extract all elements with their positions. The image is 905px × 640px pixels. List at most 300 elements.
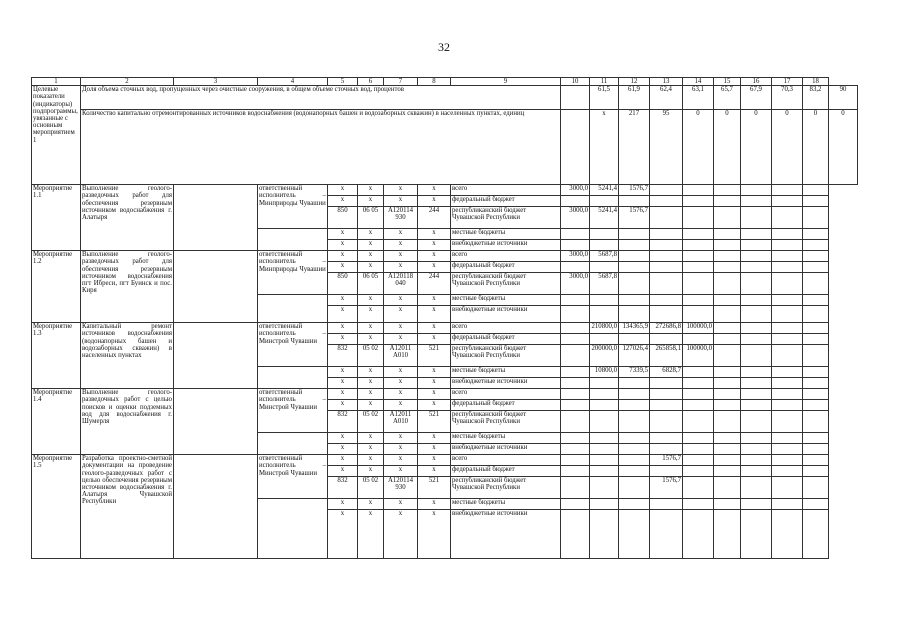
- funding-value: [561, 196, 590, 207]
- column-number: 1: [32, 78, 81, 86]
- budget-code-grbs: x: [328, 295, 358, 306]
- funding-value: [803, 334, 829, 345]
- budget-code-grbs: x: [328, 334, 358, 345]
- budget-code-expense: x: [418, 378, 451, 389]
- funding-source: местные бюджеты: [451, 295, 561, 306]
- budget-code-expense: x: [418, 323, 451, 334]
- budget-code-target: x: [384, 262, 418, 273]
- budget-code-section: x: [358, 367, 384, 378]
- funding-value: [650, 444, 683, 455]
- funding-value: [619, 433, 650, 444]
- column-number: 4: [258, 78, 328, 86]
- measure-row: [32, 251, 858, 262]
- funding-value: [619, 295, 650, 306]
- funding-value: [619, 444, 650, 455]
- column-number: 9: [451, 78, 561, 86]
- funding-value: [619, 466, 650, 477]
- funding-value: [741, 207, 772, 229]
- funding-value: [561, 262, 590, 273]
- empty-cell: [174, 455, 258, 559]
- funding-value: [803, 367, 829, 378]
- funding-value: 3000,0: [561, 251, 590, 262]
- funding-value: [803, 273, 829, 295]
- budget-code-target: x: [384, 433, 418, 444]
- funding-value: 272686,8: [650, 323, 683, 334]
- budget-code-grbs: 832: [328, 345, 358, 367]
- funding-value: [803, 477, 829, 499]
- budget-code-grbs: x: [328, 185, 358, 196]
- budget-code-grbs: 832: [328, 411, 358, 433]
- budget-code-target: x: [384, 323, 418, 334]
- funding-value: [714, 273, 741, 295]
- funding-value: [561, 229, 590, 240]
- funding-value: [772, 400, 803, 411]
- funding-value: [714, 400, 741, 411]
- target-value: 63,1: [683, 86, 714, 110]
- column-number: 11: [590, 78, 619, 86]
- budget-code-section: 05 02: [358, 477, 384, 499]
- budget-code-section: x: [358, 389, 384, 400]
- funding-value: [561, 455, 590, 466]
- funding-source: внебюджетные источники: [451, 444, 561, 455]
- funding-value: [714, 455, 741, 466]
- funding-value: [590, 229, 619, 240]
- funding-value: [741, 455, 772, 466]
- funding-value: 200000,0: [590, 345, 619, 367]
- budget-code-expense: 521: [418, 345, 451, 367]
- funding-value: [619, 229, 650, 240]
- funding-value: [683, 185, 714, 196]
- funding-source: всего: [451, 455, 561, 466]
- funding-value: [650, 273, 683, 295]
- funding-value: [590, 466, 619, 477]
- funding-value: [803, 196, 829, 207]
- budget-code-grbs: x: [328, 400, 358, 411]
- funding-value: [741, 251, 772, 262]
- budget-code-expense: x: [418, 251, 451, 262]
- budget-code-section: x: [358, 229, 384, 240]
- funding-source: федеральный бюджет: [451, 196, 561, 207]
- budget-code-grbs: x: [328, 510, 358, 559]
- column-number: 16: [741, 78, 772, 86]
- funding-value: [619, 389, 650, 400]
- funding-value: [741, 411, 772, 433]
- funding-value: [683, 334, 714, 345]
- funding-value: 5687,8: [590, 251, 619, 262]
- budget-code-expense: x: [418, 389, 451, 400]
- funding-value: [803, 510, 829, 559]
- target-value: 0: [829, 110, 858, 185]
- funding-value: 3000,0: [561, 207, 590, 229]
- funding-value: [561, 466, 590, 477]
- column-number: 10: [561, 78, 590, 86]
- funding-value: [650, 262, 683, 273]
- funding-value: [561, 411, 590, 433]
- funding-value: [683, 433, 714, 444]
- funding-source: внебюджетные источники: [451, 240, 561, 251]
- funding-value: [619, 510, 650, 559]
- empty-cell: [258, 229, 328, 251]
- empty-cell: [258, 295, 328, 323]
- funding-value: 7339,5: [619, 367, 650, 378]
- funding-value: [561, 499, 590, 510]
- budget-code-target: А120114 930: [384, 477, 418, 499]
- budget-code-section: x: [358, 455, 384, 466]
- funding-value: [561, 345, 590, 367]
- funding-value: [650, 306, 683, 323]
- funding-value: [590, 499, 619, 510]
- funding-value: [683, 273, 714, 295]
- budget-code-target: x: [384, 400, 418, 411]
- responsible-executor: ответственный исполнитель – Минприроды Чувашии: [258, 251, 328, 295]
- budget-code-section: x: [358, 295, 384, 306]
- funding-value: [772, 378, 803, 389]
- funding-value: [803, 185, 829, 196]
- funding-value: [561, 240, 590, 251]
- funding-value: [741, 262, 772, 273]
- funding-value: 127026,4: [619, 345, 650, 367]
- funding-value: [714, 411, 741, 433]
- funding-value: [772, 295, 803, 306]
- budget-code-expense: x: [418, 306, 451, 323]
- funding-source: внебюджетные источники: [451, 378, 561, 389]
- responsible-executor: ответственный исполнитель – Минстрой Чувашии: [258, 323, 328, 367]
- funding-value: [772, 411, 803, 433]
- funding-value: [741, 229, 772, 240]
- funding-value: [650, 510, 683, 559]
- budget-code-target: x: [384, 389, 418, 400]
- budget-code-target: А120118 040: [384, 273, 418, 295]
- funding-value: [590, 378, 619, 389]
- funding-value: [803, 444, 829, 455]
- funding-value: [741, 185, 772, 196]
- funding-value: [590, 400, 619, 411]
- funding-value: [803, 251, 829, 262]
- funding-value: [590, 389, 619, 400]
- budget-code-target: x: [384, 185, 418, 196]
- funding-value: [590, 444, 619, 455]
- funding-value: [741, 295, 772, 306]
- target-indicator-text: Доля объема сточных вод, пропущенных через очистные сооружения, в общем объеме сточных вод, процентов: [81, 86, 561, 110]
- funding-source: всего: [451, 251, 561, 262]
- funding-value: [741, 367, 772, 378]
- column-number: 6: [358, 78, 384, 86]
- funding-value: [590, 477, 619, 499]
- target-value: 0: [803, 110, 829, 185]
- measure-name: Мероприятие 1.4: [32, 389, 81, 455]
- budget-code-target: x: [384, 378, 418, 389]
- funding-value: [619, 499, 650, 510]
- funding-value: [714, 345, 741, 367]
- budget-code-section: x: [358, 334, 384, 345]
- funding-value: [803, 323, 829, 334]
- budget-code-grbs: x: [328, 433, 358, 444]
- funding-value: [650, 433, 683, 444]
- funding-value: [619, 400, 650, 411]
- funding-value: [561, 295, 590, 306]
- funding-value: 100000,0: [683, 323, 714, 334]
- funding-value: [714, 389, 741, 400]
- budget-code-section: x: [358, 378, 384, 389]
- target-value: 70,3: [772, 86, 803, 110]
- budget-code-section: 05 02: [358, 345, 384, 367]
- budget-code-section: x: [358, 466, 384, 477]
- funding-value: [772, 367, 803, 378]
- measure-name: Мероприятие 1.2: [32, 251, 81, 323]
- budget-code-section: 05 02: [358, 411, 384, 433]
- budget-code-target: x: [384, 229, 418, 240]
- funding-value: [683, 229, 714, 240]
- empty-cell: [258, 499, 328, 559]
- funding-value: [772, 207, 803, 229]
- budget-code-grbs: x: [328, 378, 358, 389]
- budget-code-grbs: x: [328, 367, 358, 378]
- funding-value: 1576,7: [619, 185, 650, 196]
- funding-value: [590, 295, 619, 306]
- funding-value: [590, 196, 619, 207]
- funding-value: [741, 323, 772, 334]
- funding-value: [803, 345, 829, 367]
- measure-row: [32, 323, 858, 334]
- funding-value: [714, 251, 741, 262]
- funding-value: [714, 334, 741, 345]
- budget-code-expense: x: [418, 240, 451, 251]
- funding-value: [772, 240, 803, 251]
- funding-value: [590, 411, 619, 433]
- funding-value: [683, 499, 714, 510]
- funding-value: [741, 240, 772, 251]
- funding-value: [772, 455, 803, 466]
- budget-code-section: x: [358, 323, 384, 334]
- measure-name: Мероприятие 1.5: [32, 455, 81, 559]
- budget-code-grbs: x: [328, 196, 358, 207]
- target-value: 90: [829, 86, 858, 110]
- budget-code-section: x: [358, 444, 384, 455]
- funding-source: республиканский бюджет Чувашской Республики: [451, 477, 561, 499]
- budget-code-target: x: [384, 510, 418, 559]
- budget-code-grbs: 850: [328, 207, 358, 229]
- empty-cell: [174, 185, 258, 251]
- funding-value: [619, 273, 650, 295]
- funding-value: [650, 466, 683, 477]
- funding-value: [683, 444, 714, 455]
- empty-cell: [174, 389, 258, 455]
- funding-value: [619, 196, 650, 207]
- target-value: 95: [650, 110, 683, 185]
- funding-value: [590, 510, 619, 559]
- funding-value: [650, 196, 683, 207]
- funding-value: 6828,7: [650, 367, 683, 378]
- funding-value: [650, 400, 683, 411]
- funding-value: [772, 433, 803, 444]
- funding-value: [772, 185, 803, 196]
- funding-value: [803, 400, 829, 411]
- funding-value: [741, 306, 772, 323]
- funding-value: [714, 262, 741, 273]
- funding-value: [741, 400, 772, 411]
- column-number: 14: [683, 78, 714, 86]
- funding-value: [683, 411, 714, 433]
- budget-code-grbs: x: [328, 229, 358, 240]
- funding-value: [803, 433, 829, 444]
- funding-value: [714, 306, 741, 323]
- funding-value: 10800,0: [590, 367, 619, 378]
- funding-value: [772, 510, 803, 559]
- budget-code-target: x: [384, 444, 418, 455]
- budget-code-expense: x: [418, 400, 451, 411]
- target-value: 0: [714, 110, 741, 185]
- funding-value: [561, 444, 590, 455]
- budget-code-section: x: [358, 306, 384, 323]
- funding-value: [714, 433, 741, 444]
- funding-value: [683, 262, 714, 273]
- funding-value: [772, 477, 803, 499]
- funding-value: [714, 323, 741, 334]
- budget-code-target: x: [384, 367, 418, 378]
- funding-value: [683, 196, 714, 207]
- funding-value: [650, 389, 683, 400]
- budget-code-target: x: [384, 466, 418, 477]
- funding-value: 3000,0: [561, 273, 590, 295]
- funding-value: [803, 378, 829, 389]
- empty-cell: [258, 433, 328, 455]
- funding-value: [650, 499, 683, 510]
- funding-value: [741, 433, 772, 444]
- budget-code-section: x: [358, 499, 384, 510]
- funding-value: [741, 444, 772, 455]
- measure-name: Мероприятие 1.1: [32, 185, 81, 251]
- funding-value: [650, 207, 683, 229]
- budget-code-expense: x: [418, 466, 451, 477]
- target-indicator-row: [32, 86, 858, 110]
- funding-source: местные бюджеты: [451, 433, 561, 444]
- budget-code-expense: x: [418, 295, 451, 306]
- funding-value: 210800,0: [590, 323, 619, 334]
- column-number: 2: [81, 78, 174, 86]
- budget-code-grbs: 850: [328, 273, 358, 295]
- funding-value: [619, 455, 650, 466]
- funding-value: [714, 499, 741, 510]
- budget-code-grbs: x: [328, 323, 358, 334]
- budget-code-section: 06 05: [358, 207, 384, 229]
- measure-description: Выполнение геолого-разведочных работ с целью поисков и оценки подземных вод для водоснабжения г. Шумерля: [81, 389, 174, 455]
- funding-value: [683, 207, 714, 229]
- funding-value: [803, 499, 829, 510]
- responsible-executor: ответственный исполнитель – Минприроды Чувашии: [258, 185, 328, 229]
- funding-value: [650, 378, 683, 389]
- funding-value: [561, 510, 590, 559]
- budget-code-target: x: [384, 295, 418, 306]
- funding-value: [741, 389, 772, 400]
- funding-source: федеральный бюджет: [451, 262, 561, 273]
- budget-code-target: x: [384, 251, 418, 262]
- funding-value: [741, 510, 772, 559]
- funding-value: [714, 444, 741, 455]
- measure-description: Капитальный ремонт источников водоснабжения (водонапорных башен и водозаборных скважин) в населенных пунктах: [81, 323, 174, 389]
- column-number: 12: [619, 78, 650, 86]
- funding-value: 134365,9: [619, 323, 650, 334]
- column-number: 8: [418, 78, 451, 86]
- funding-value: [741, 477, 772, 499]
- funding-value: [683, 306, 714, 323]
- header-row: [32, 78, 858, 86]
- funding-value: [561, 306, 590, 323]
- target-value: 67,9: [741, 86, 772, 110]
- funding-value: [714, 229, 741, 240]
- funding-source: всего: [451, 323, 561, 334]
- funding-value: [561, 334, 590, 345]
- budget-code-target: x: [384, 499, 418, 510]
- funding-value: [741, 273, 772, 295]
- funding-value: 1576,7: [650, 455, 683, 466]
- funding-source: федеральный бюджет: [451, 334, 561, 345]
- funding-value: [772, 389, 803, 400]
- budget-code-grbs: x: [328, 444, 358, 455]
- empty-cell: [561, 110, 590, 185]
- funding-value: [619, 334, 650, 345]
- funding-value: [772, 334, 803, 345]
- funding-value: [714, 477, 741, 499]
- budget-code-expense: x: [418, 444, 451, 455]
- measure-description: Выполнение геолого-разведочных работ для обеспечения резервным источником водоснабжения пгт Ибреси, пгт Буинск и пос. Киря: [81, 251, 174, 323]
- funding-value: [650, 411, 683, 433]
- funding-source: всего: [451, 185, 561, 196]
- funding-value: 5687,8: [590, 273, 619, 295]
- funding-value: [650, 295, 683, 306]
- funding-value: [803, 411, 829, 433]
- funding-value: [650, 334, 683, 345]
- funding-value: [683, 477, 714, 499]
- empty-cell: [174, 323, 258, 389]
- funding-value: [650, 251, 683, 262]
- funding-value: [619, 306, 650, 323]
- funding-value: [683, 389, 714, 400]
- measure-name: Мероприятие 1.3: [32, 323, 81, 389]
- empty-cell: [258, 367, 328, 389]
- budget-code-section: x: [358, 400, 384, 411]
- funding-value: [714, 510, 741, 559]
- funding-value: [772, 466, 803, 477]
- funding-value: [741, 499, 772, 510]
- funding-value: [683, 295, 714, 306]
- funding-value: [803, 229, 829, 240]
- funding-value: [590, 433, 619, 444]
- measure-description: Выполнение геолого-разведочных работ для обеспечения резервным источником водоснабжения г. Алатыря: [81, 185, 174, 251]
- empty-cell: [174, 251, 258, 323]
- funding-value: [590, 240, 619, 251]
- budget-code-grbs: x: [328, 455, 358, 466]
- target-indicator-row: [32, 110, 858, 185]
- budget-code-expense: x: [418, 196, 451, 207]
- budget-code-expense: 521: [418, 477, 451, 499]
- funding-value: 100000,0: [683, 345, 714, 367]
- budget-code-grbs: 832: [328, 477, 358, 499]
- budget-code-grbs: x: [328, 240, 358, 251]
- funding-value: [561, 400, 590, 411]
- funding-value: [683, 367, 714, 378]
- target-value: x: [590, 110, 619, 185]
- funding-value: [803, 455, 829, 466]
- budget-code-target: А120114 930: [384, 207, 418, 229]
- budget-code-expense: x: [418, 499, 451, 510]
- funding-value: [803, 295, 829, 306]
- budget-code-expense: x: [418, 455, 451, 466]
- funding-value: [772, 196, 803, 207]
- funding-value: [772, 262, 803, 273]
- target-value: 65,7: [714, 86, 741, 110]
- funding-source: внебюджетные источники: [451, 510, 561, 559]
- budget-code-section: x: [358, 251, 384, 262]
